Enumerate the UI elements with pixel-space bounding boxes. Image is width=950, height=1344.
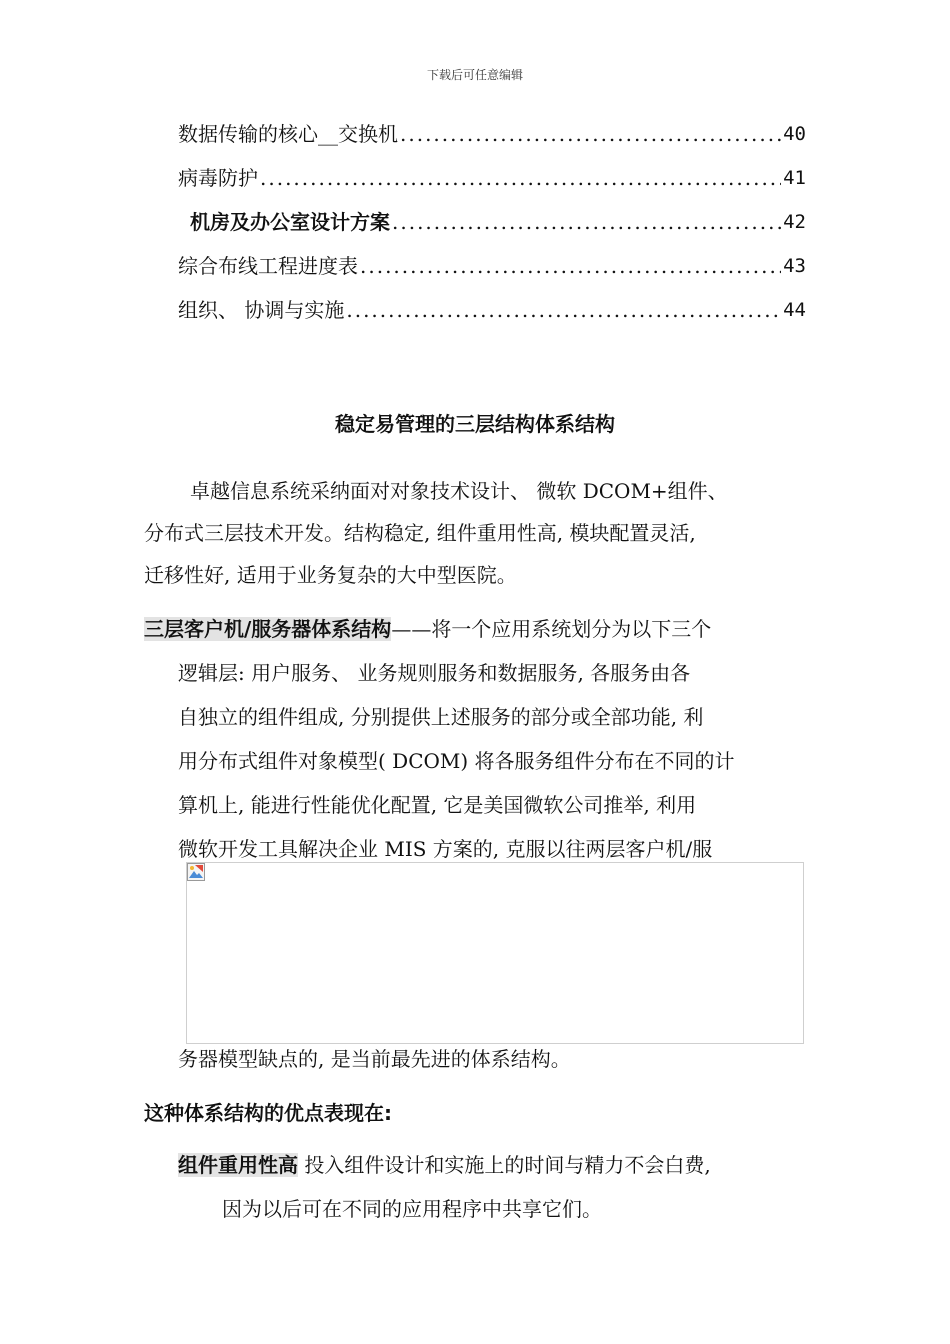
toc-title: 组织、 协调与实施 xyxy=(178,298,345,322)
three-tier-line: 务器模型缺点的, 是当前最先进的体系结构。 xyxy=(178,1047,571,1071)
broken-image-icon xyxy=(187,863,205,881)
toc-leader xyxy=(260,166,781,190)
toc-leader xyxy=(360,254,781,278)
reuse-first-line xyxy=(178,1150,711,1180)
toc-page: 40 xyxy=(783,123,806,145)
reuse-text: 投入组件设计和实施上的时间与精力不会白费, xyxy=(298,1153,711,1177)
toc-entry[interactable] xyxy=(178,114,806,146)
intro-line: 卓越信息系统采纳面对对象技术设计、 微软 DCOM+组件、 xyxy=(190,479,728,503)
section-title: 稳定易管理的三层结构体系结构 xyxy=(335,412,615,436)
toc-title: 机房及办公室设计方案 xyxy=(190,210,390,234)
toc-page: 41 xyxy=(783,167,806,189)
intro-line: 迁移性好, 适用于业务复杂的大中型医院。 xyxy=(144,563,517,587)
three-tier-term: 三层客户机/服务器体系结构 xyxy=(144,617,392,641)
toc-leader xyxy=(392,210,781,234)
advantages-heading: 这种体系结构的优点表现在: xyxy=(144,1101,392,1125)
reuse-term: 组件重用性高 xyxy=(178,1153,298,1177)
toc-leader xyxy=(400,122,781,146)
intro-line: 分布式三层技术开发。结构稳定, 组件重用性高, 模块配置灵活, xyxy=(144,521,696,545)
toc-page: 42 xyxy=(783,211,806,233)
three-tier-first-line xyxy=(144,614,711,644)
three-tier-line: 微软开发工具解决企业 MIS 方案的, 克服以往两层客户机/服 xyxy=(178,837,713,861)
toc-page: 43 xyxy=(783,255,806,277)
toc-page: 44 xyxy=(783,299,806,321)
toc-leader xyxy=(346,298,781,322)
toc-entry[interactable] xyxy=(190,202,806,234)
reuse-line: 因为以后可在不同的应用程序中共享它们。 xyxy=(222,1197,602,1221)
three-tier-line: 用分布式组件对象模型( DCOM) 将各服务组件分布在不同的计 xyxy=(178,749,735,773)
three-tier-line: 自独立的组件组成, 分别提供上述服务的部分或全部功能, 利 xyxy=(178,705,704,729)
toc-entry[interactable] xyxy=(178,290,806,322)
three-tier-line: 算机上, 能进行性能优化配置, 它是美国微软公司推举, 利用 xyxy=(178,793,697,817)
toc-title: 综合布线工程进度表 xyxy=(178,254,358,278)
toc-title: 数据传输的核心__交换机 xyxy=(178,122,398,146)
three-tier-line: 逻辑层: 用户服务、 业务规则服务和数据服务, 各服务由各 xyxy=(178,661,691,685)
toc-title: 病毒防护 xyxy=(178,166,258,190)
broken-image-placeholder xyxy=(186,862,804,1044)
page-header: 下载后可任意编辑 xyxy=(426,68,523,82)
toc-entry[interactable] xyxy=(178,246,806,278)
toc-entry[interactable] xyxy=(178,158,806,190)
three-tier-dash-text: ——将一个应用系统划分为以下三个 xyxy=(391,617,712,641)
